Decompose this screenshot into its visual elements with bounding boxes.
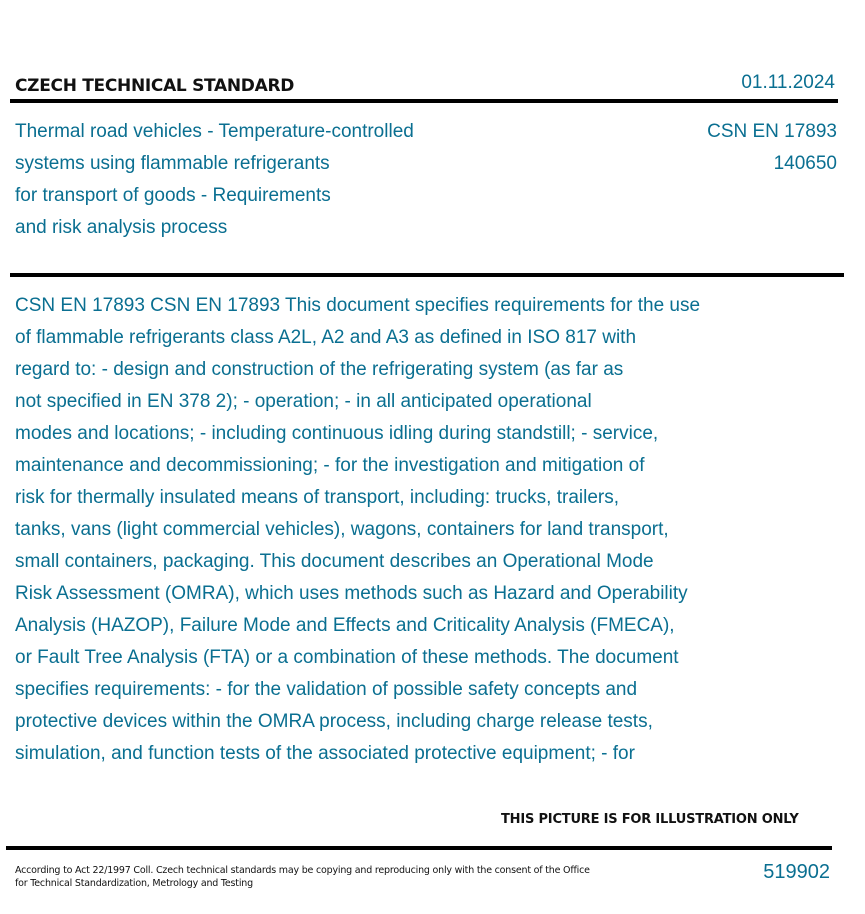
catalog-code: 519902 xyxy=(763,861,830,883)
title-divider xyxy=(10,273,844,277)
abstract-line: simulation, and function tests of the associated protective equipment; - for xyxy=(15,743,635,764)
abstract-line: maintenance and decommissioning; - for the investigation and mitigation of xyxy=(15,455,645,476)
abstract-line: Risk Assessment (OMRA), which uses methods such as Hazard and Operability xyxy=(15,583,688,604)
abstract-line: of flammable refrigerants class A2L, A2 and A3 as defined in ISO 817 with xyxy=(15,327,637,348)
abstract-line: or Fault Tree Analysis (FTA) or a combination of these methods. The document xyxy=(15,647,679,668)
standard-title-line: systems using flammable refrigerants xyxy=(15,153,330,174)
document-type-heading: CZECH TECHNICAL STANDARD xyxy=(15,76,295,96)
abstract-line: not specified in EN 378 2); - operation; - in all anticipated operational xyxy=(15,391,592,412)
standard-title-line: for transport of goods - Requirements xyxy=(15,185,331,206)
abstract-line: modes and locations; - including continuous idling during standstill; - service, xyxy=(15,423,659,444)
standard-number: 140650 xyxy=(773,153,837,174)
publication-date: 01.11.2024 xyxy=(741,72,835,93)
header-divider xyxy=(10,99,838,103)
abstract-line: protective devices within the OMRA process, including charge release tests, xyxy=(15,711,653,732)
copyright-notice xyxy=(15,864,590,890)
abstract-line: CSN EN 17893 CSN EN 17893 This document specifies requirements for the use xyxy=(15,295,701,316)
standard-title-line: and risk analysis process xyxy=(15,217,228,238)
abstract-line: Analysis (HAZOP), Failure Mode and Effects and Criticality Analysis (FMECA), xyxy=(15,615,675,636)
footer-divider xyxy=(6,846,832,850)
abstract-line: specifies requirements: - for the validation of possible safety concepts and xyxy=(15,679,638,700)
standard-identifiers xyxy=(707,116,837,180)
illustration-disclaimer: THIS PICTURE IS FOR ILLUSTRATION ONLY xyxy=(501,812,799,827)
document-abstract xyxy=(15,290,845,770)
abstract-line: tanks, vans (light commercial vehicles), wagons, containers for land transport, xyxy=(15,519,669,540)
abstract-line: risk for thermally insulated means of transport, including: trucks, trailers, xyxy=(15,487,620,508)
copyright-line: According to Act 22/1997 Coll. Czech technical standards may be copying and reproducing only with the consent of the Office xyxy=(15,865,590,876)
abstract-line: small containers, packaging. This document describes an Operational Mode xyxy=(15,551,654,572)
abstract-line: regard to: - design and construction of the refrigerating system (as far as xyxy=(15,359,624,380)
standard-title xyxy=(15,116,535,244)
copyright-line: for Technical Standardization, Metrology and Testing xyxy=(15,878,253,889)
standard-title-line: Thermal road vehicles - Temperature-controlled xyxy=(15,121,414,142)
standard-code: CSN EN 17893 xyxy=(707,121,837,142)
